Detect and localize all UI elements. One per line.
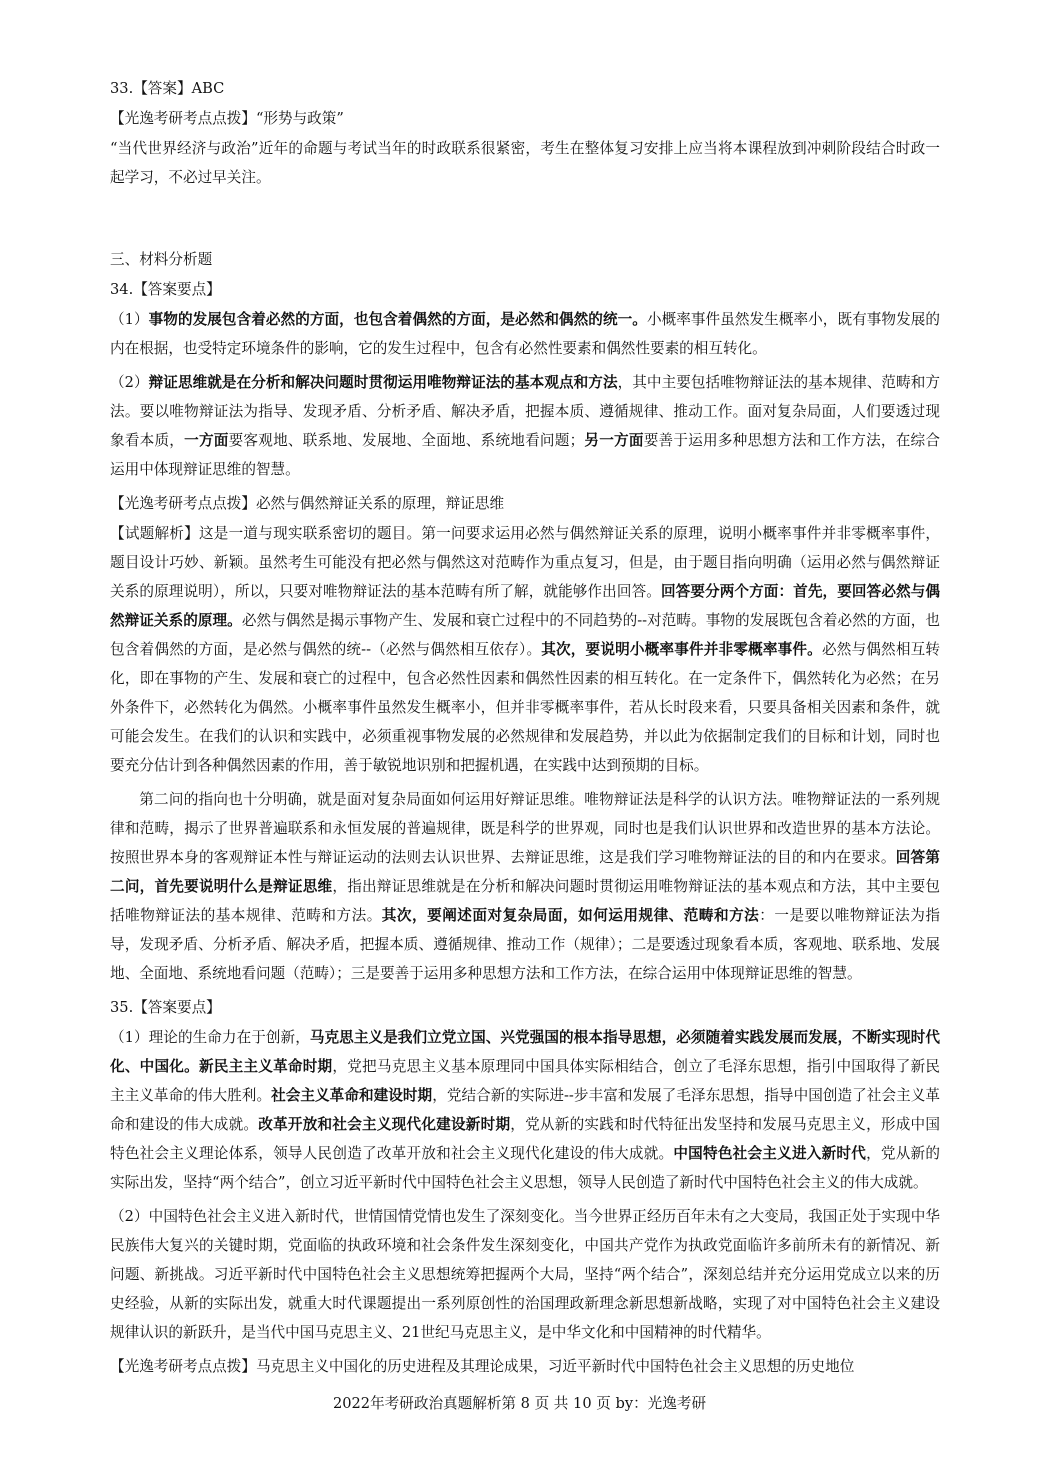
text-run: ，党从新的实践和时代特征出发坚持和发展马克思主义，形成中国特色社会主义理论体系，领导人民创造了改革开放和社会主义现代化建设的伟大成就。 (110, 1116, 940, 1162)
q33-tip: 【光逸考研考点点拨】“形势与政策” (110, 110, 344, 127)
text-run: （1） (110, 311, 149, 328)
bold-text-run: 一方面 (184, 432, 229, 449)
text-run: （1）理论的生命力在于创新， (110, 1029, 310, 1046)
text-run: 【试题解析】这是一道与现实联系密切的题目。第一问要求运用必然与偶然辩证关系的原理，说明小概率事件并非零概率事件，题目设计巧妙、新颖。虽然考生可能没有把必然与偶然这对范畴作为重点复习，但是，由于题目指向明确（运用必然与偶然辩证关系的原理说明），所以，只要对唯物辩证法的基本范畴有所了解，就能够作出回答。 (110, 525, 940, 600)
text-run: ，党从新的实际出发，坚持“两个结合”，创立习近平新时代中国特色社会主义思想，领导人民创造了新时代中国特色社会主义的伟大成就。 (110, 1145, 940, 1191)
text-run: 要善于运用多种思想方法和工作方法，在综合运用中体现辩证思维的智慧。 (110, 432, 940, 478)
q34-analysis-2 (110, 785, 940, 988)
text-run: ，党结合新的实际进--步丰富和发展了毛泽东思想，指导中国创造了社会主义革命和建设的伟大成就。 (110, 1087, 940, 1133)
q34-tip: 【光逸考研考点点拨】必然与偶然辩证关系的原理，辩证思维 (110, 495, 505, 512)
text-run: 必然与偶然相互转化，即在事物的产生、发展和衰亡的过程中，包含必然性因素和偶然性因素的相互转化。在一定条件下，偶然转化为必然；在另外条件下，必然转化为偶然。小概率事件虽然发生概率小，但并非零概率事件，若从长时段来看，只要具备相关因素和条件，就可能会发生。在我们的认识和实践中，必须重视事物发展的必然规律和发展趋势，并以此为依据制定我们的目标和计划，同时也要充分估计到各种偶然因素的作用，善于敏锐地识别和把握机遇，在实践中达到预期的目标。 (110, 641, 940, 774)
text-run: ，党把马克思主义基本原理同中国具体实际相结合，创立了毛泽东思想，指引中国取得了新民主主义革命的伟大胜利。 (110, 1058, 940, 1104)
bold-text-run: 马克思主义是我们立党立国、兴党强国的根本指导思想，必须随着实践发展而发展，不断实现时代化、中国化。新民主主义革命时期 (110, 1029, 940, 1075)
bold-text-run: 中国特色社会主义进入新时代 (673, 1145, 867, 1162)
text-run: 要客观地、联系地、发展地、全面地、系统地看问题； (228, 432, 585, 449)
bold-text-run: 其次，要阐述面对复杂局面，如何运用规律、范畴和方法 (381, 907, 760, 924)
bold-text-run: 改革开放和社会主义现代化建设新时期 (258, 1116, 511, 1133)
q34-heading: 34.【答案要点】 (110, 281, 221, 298)
section-heading: 三、材料分析题 (110, 251, 213, 268)
bold-text-run: 回答第二问，首先要说明什么是辩证思维 (110, 849, 940, 895)
text-run: ：一是要以唯物辩证法为指导，发现矛盾、分析矛盾、解决矛盾，把握本质、遵循规律、推动工作（规律）；二是要透过现象看本质，客观地、联系地、发展地、全面地、系统地看问题（范畴）；三是要善于运用多种思想方法和工作方法，在综合运用中体现辩证思维的智慧。 (110, 907, 940, 982)
bold-text-run: 另一方面 (584, 432, 644, 449)
text-run: （2）中国特色社会主义进入新时代，世情国情党情也发生了深刻变化。当今世界正经历百年未有之大变局，我国正处于实现中华民族伟大复兴的关键时期，党面临的执政环境和社会条件发生深刻变化，中国共产党作为执政党面临许多前所未有的新情况、新问题、新挑战。习近平新时代中国特色社会主义思想统筹把握两个大局，坚持“两个结合”，深刻总结并充分运用党成立以来的历史经验，从新的实际出发，就重大时代课题提出一系列原创性的治国理政新理念新思想新战略，实现了对中国特色社会主义建设规律认识的新跃升，是当代中国马克思主义、21世纪马克思主义，是中华文化和中国精神的时代精华。 (110, 1208, 940, 1341)
q34-point-1 (110, 305, 940, 363)
q35-heading: 35.【答案要点】 (110, 999, 221, 1016)
text-run: ，指出辩证思维就是在分析和解决问题时贯彻运用唯物辩证法的基本观点和方法，其中主要包括唯物辩证法的基本规律、范畴和方法。 (110, 878, 940, 924)
q33-note: “当代世界经济与政治”近年的命题与考试当年的时政联系很紧密，考生在整体复习安排上应当将本课程放到冲刺阶段结合时政一起学习，不必过早关注。 (110, 140, 940, 186)
q35-point-2 (110, 1202, 940, 1347)
page-footer: 2022年考研政治真题解析第 8 页 共 10 页 by：光逸考研 (332, 1395, 707, 1412)
q34-analysis-1 (110, 519, 940, 780)
text-run: ，其中主要包括唯物辩证法的基本规律、范畴和方法。要以唯物辩证法为指导、发现矛盾、分析矛盾、解决矛盾，把握本质、遵循规律、推动工作。面对复杂局面，人们要透过现象看本质， (110, 374, 940, 449)
text-run: 必然与偶然是揭示事物产生、发展和衰亡过程中的不同趋势的--对范畴。事物的发展既包含着必然的方面，也包含着偶然的方面，是必然与偶然的统--（必然与偶然相互依存）。 (110, 612, 940, 658)
bold-text-run: 事物的发展包含着必然的方面，也包含着偶然的方面，是必然和偶然的统一。 (148, 311, 647, 328)
q35-tip: 【光逸考研考点点拨】马克思主义中国化的历史进程及其理论成果，习近平新时代中国特色社会主义思想的历史地位 (110, 1358, 855, 1375)
text-run: 小概率事件虽然发生概率小，既有事物发展的内在根据，也受特定环境条件的影响，它的发生过程中，包含有必然性要素和偶然性要素的相互转化。 (110, 311, 940, 357)
q33-answer: 33.【答案】ABC (110, 80, 225, 97)
bold-text-run: 辩证思维就是在分析和解决问题时贯彻运用唯物辩证法的基本观点和方法 (148, 374, 618, 391)
q35-point-1 (110, 1023, 940, 1197)
document-page (110, 74, 940, 1382)
q34-point-2 (110, 368, 940, 484)
bold-text-run: 社会主义革命和建设时期 (271, 1087, 433, 1104)
text-run: （2） (110, 374, 149, 391)
bold-text-run: 其次，要说明小概率事件并非零概率事件。 (541, 641, 822, 658)
text-run: 第二问的指向也十分明确，就是面对复杂局面如何运用好辩证思维。唯物辩证法是科学的认识方法。唯物辩证法的一系列规律和范畴，揭示了世界普遍联系和永恒发展的普遍规律，既是科学的世界观，同时也是我们认识世界和改造世界的基本方法论。按照世界本身的客观辩证本性与辩证运动的法则去认识世界、去辩证思维，这是我们学习唯物辩证法的目的和内在要求。 (110, 791, 940, 866)
bold-text-run: 回答要分两个方面：首先，要回答必然与偶然辩证关系的原理。 (110, 583, 940, 629)
